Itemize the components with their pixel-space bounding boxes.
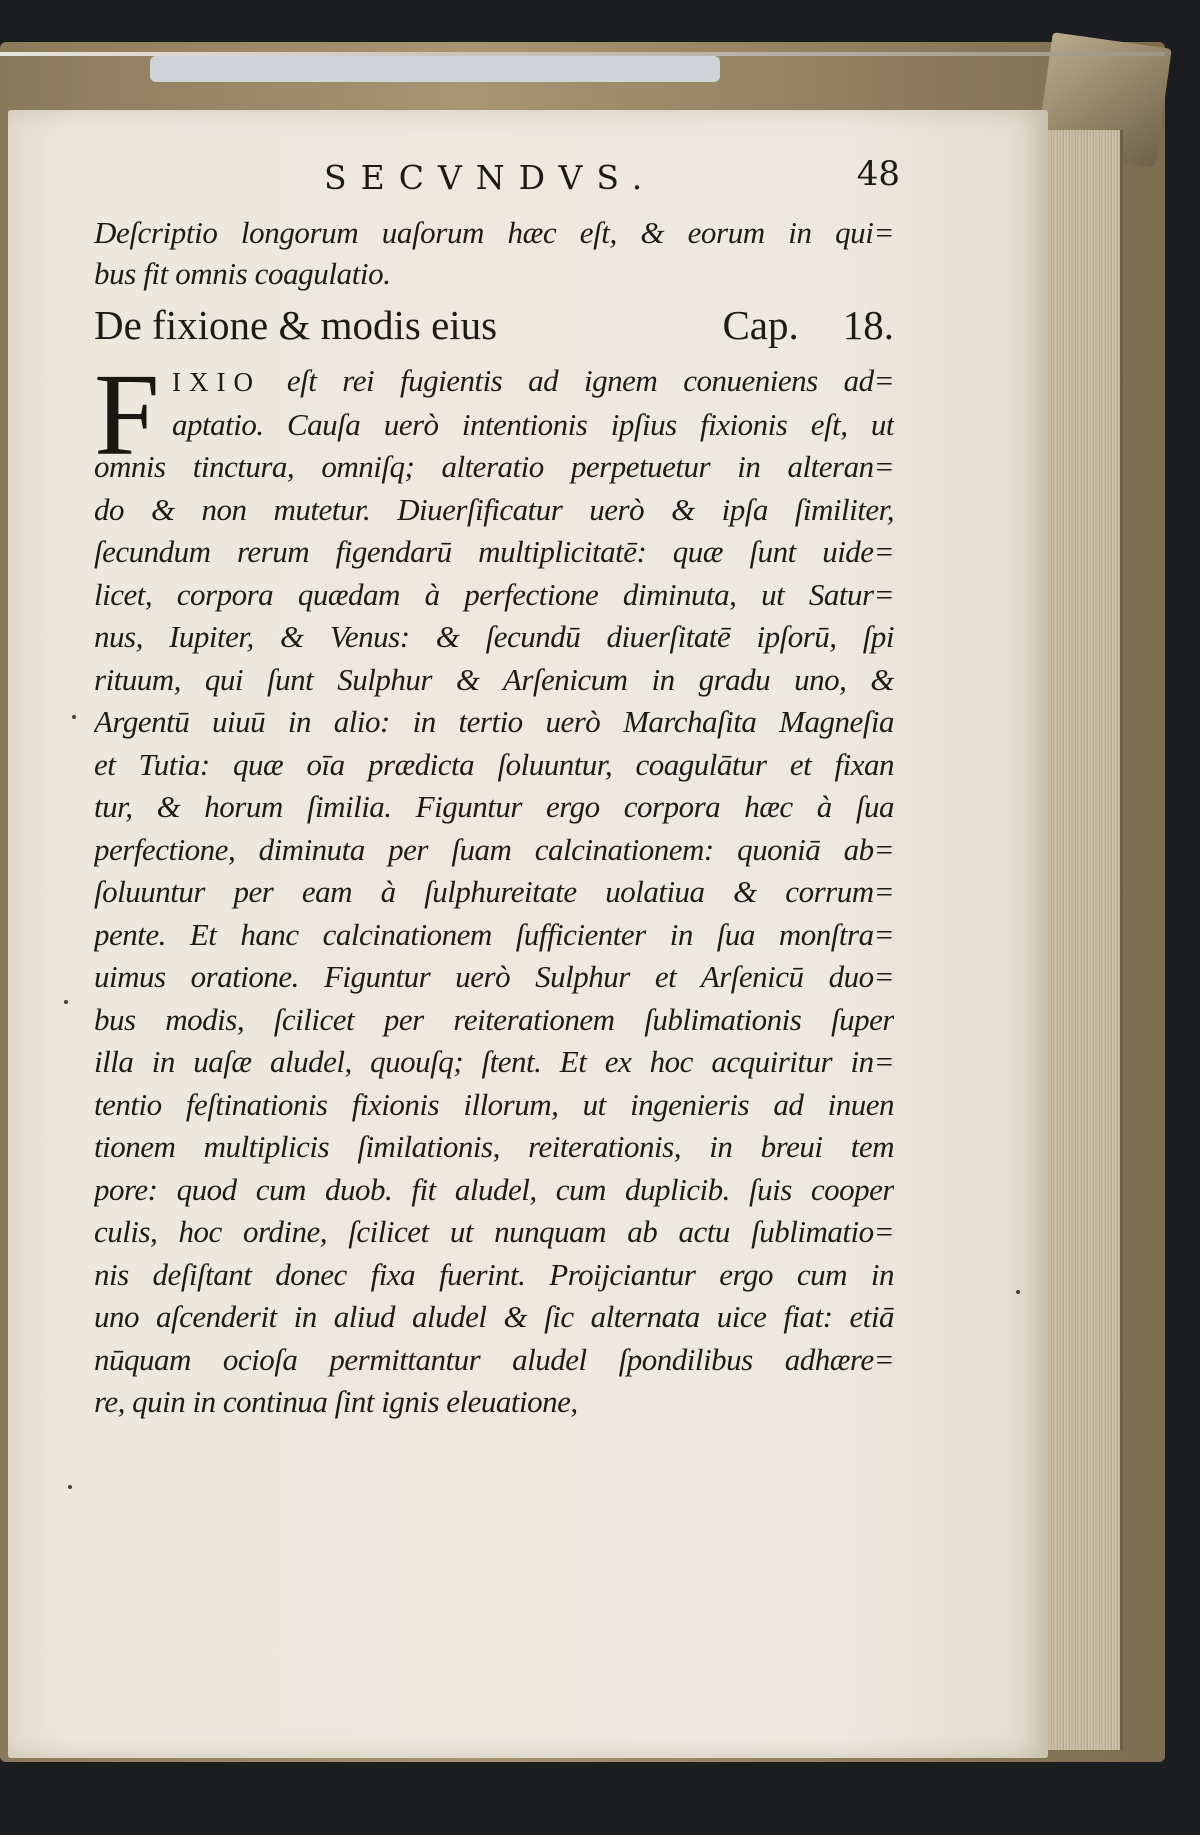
first-word: IXIO [172, 367, 261, 397]
chapter-number: 18. [842, 302, 894, 348]
body-line: nūquam ocioſa permittantur aludel ſpondilibus adhære= [94, 1341, 894, 1377]
page-number: 48 [856, 154, 900, 194]
page-edges [1040, 130, 1123, 1750]
body-line: et Tutia: quæ oīa prædicta ſoluuntur, coagulātur et fixan [94, 746, 894, 782]
body-line: ſecundum rerum figendarū multiplicitatē: quæ ſunt uide= [94, 534, 894, 569]
body-line: do & non mutetur. Diuerſificatur uerò & ipſa ſimiliter, [94, 491, 894, 527]
body-line: illa in uaſæ aludel, quouſq; ſtent. Et ex hoc acquiritur in= [94, 1044, 894, 1079]
intro-text [94, 212, 894, 294]
paper-tab [150, 56, 720, 82]
body-text [94, 349, 894, 1424]
body-line: Argentū uiuū in alio: in tertio uerò Marchaſita Magneſia [94, 704, 894, 739]
body-line: culis, hoc ordine, ſcilicet ut nunquam ab actu ſublimatio= [94, 1214, 894, 1249]
body-line-text: eſt rei fugientis ad ignem conueniens ad= [286, 363, 894, 398]
ink-speck [1016, 1290, 1020, 1294]
body-line: omnis tinctura, omniſq; alteratio perpetuetur in alteran= [94, 449, 894, 484]
ink-speck [72, 715, 76, 719]
body-line: pente. Et hanc calcinationem ſufficienter in ſua monſtra= [94, 916, 894, 952]
chapter-title: De fixione & modis eius [94, 302, 498, 348]
body-line: pore: quod cum duob. fit aludel, cum duplicib. ſuis cooper [94, 1171, 894, 1207]
chapter-heading [94, 296, 894, 354]
ink-speck [64, 1000, 68, 1004]
chapter-label: Cap. [722, 302, 799, 348]
body-line: re, quin in continua ſint ignis eleuatione, [94, 1384, 578, 1419]
body-line: aptatio. Cauſa uerò intentionis ipſius fixionis eſt, ut [172, 406, 894, 442]
body-line: nus, Iupiter, & Venus: & ſecundū diuerſitatē ipſorū, ſpi [94, 619, 894, 654]
intro-line: Deſcriptio longorum uaſorum hæc eſt, & eorum in qui= [94, 215, 894, 250]
body-line: tentio feſtinationis fixionis illorum, ut ingenieris ad inuen [94, 1086, 894, 1122]
body-line: licet, corpora quædam à perfectione diminuta, ut Satur= [94, 576, 894, 612]
book-page [8, 110, 1048, 1758]
body-line: perfectione, diminuta per ſuam calcinationem: quoniā ab= [94, 831, 894, 867]
ink-speck [68, 1485, 72, 1489]
text-block [94, 150, 900, 1424]
chapter-label-group [722, 296, 894, 354]
page-header [94, 150, 900, 206]
drop-cap: F [94, 349, 160, 480]
body-line: uno aſcenderit in aliud aludel & ſic alternata uice fiat: etiā [94, 1299, 894, 1334]
body-line: tionem multiplicis ſimilationis, reiterationis, in breui tem [94, 1129, 894, 1164]
body-line: uimus oratione. Figuntur uerò Sulphur et Arſenicū duo= [94, 959, 894, 994]
body-line: ſoluuntur per eam à ſulphureitate uolatiua & corrum= [94, 874, 894, 909]
running-head: SECVNDVS. [324, 158, 657, 197]
intro-line: bus fit omnis coagulatio. [94, 256, 391, 291]
body-line: tur, & horum ſimilia. Figuntur ergo corpora hæc à ſua [94, 789, 894, 824]
body-line: bus modis, ſcilicet per reiterationem ſublimationis ſuper [94, 1001, 894, 1037]
body-line [94, 360, 894, 404]
body-line: rituum, qui ſunt Sulphur & Arſenicum in gradu uno, & [94, 661, 894, 697]
body-line: nis deſiſtant donec fixa fuerint. Proijciantur ergo cum in [94, 1256, 894, 1292]
